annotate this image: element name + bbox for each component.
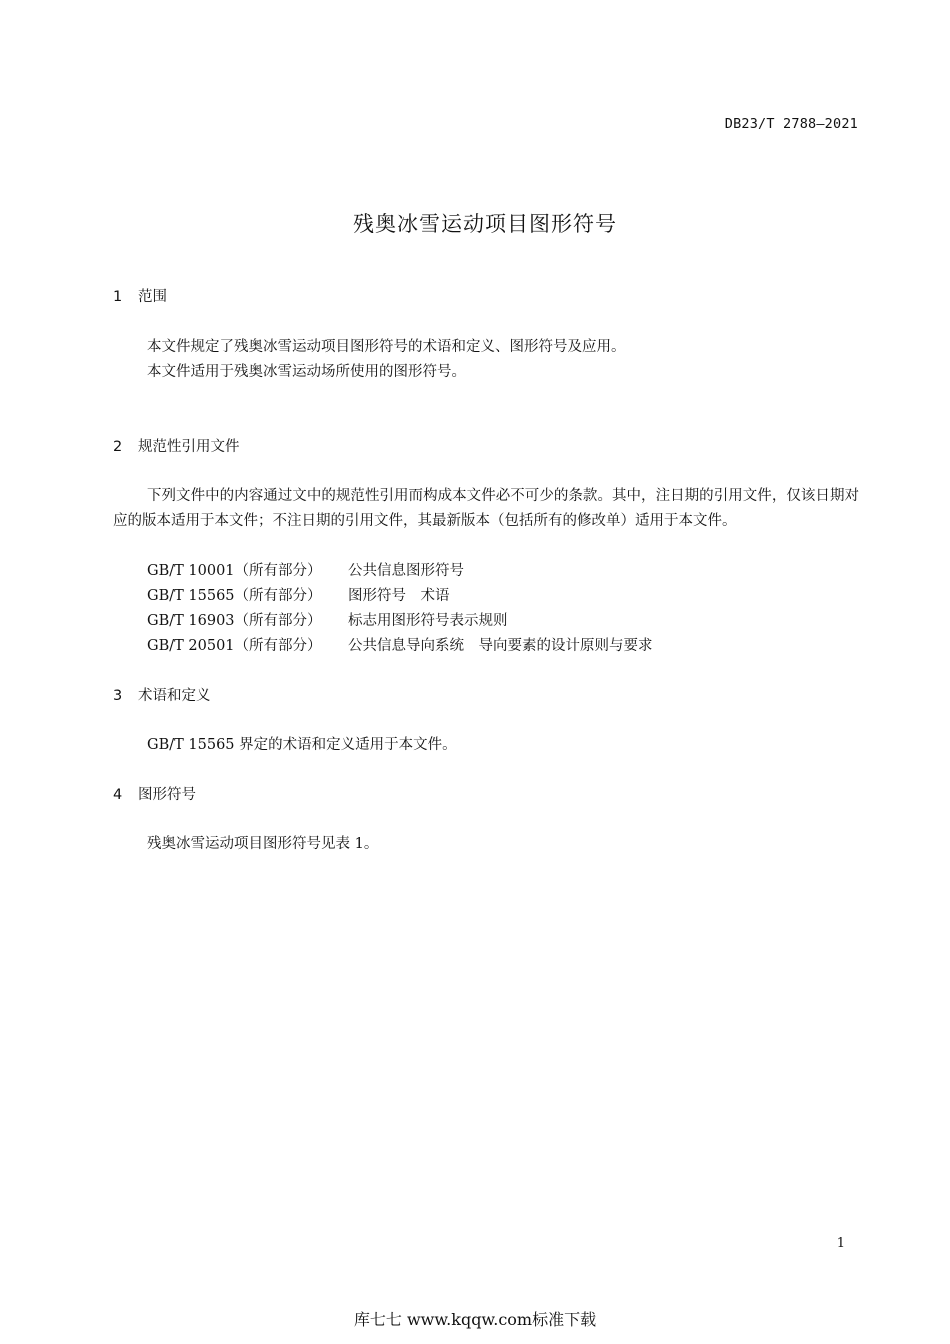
section-title: 图形符号 xyxy=(138,787,196,803)
reference-title: 图形符号 术语 xyxy=(348,588,450,604)
reference-item xyxy=(147,586,450,606)
reference-item xyxy=(147,611,508,631)
reference-item xyxy=(147,636,653,656)
symbols-paragraph: 残奥冰雪运动项目图形符号见表 1。 xyxy=(147,836,379,852)
section-heading-graphical-symbols xyxy=(113,785,196,805)
reference-title: 标志用图形符号表示规则 xyxy=(348,613,508,629)
scope-paragraph-2: 本文件适用于残奥冰雪运动场所使用的图形符号。 xyxy=(147,364,466,380)
document-code: DB23/T 2788—2021 xyxy=(724,116,858,132)
references-intro-paragraph: 下列文件中的内容通过文中的规范性引用而构成本文件必不可少的条款。其中，注日期的引用文件，仅该日期对应的版本适用于本文件；不注日期的引用文件，其最新版本（包括所有的修改单）适用于本文件。 xyxy=(113,488,859,529)
section-heading-terms-definitions xyxy=(113,686,211,706)
section-heading-scope xyxy=(113,287,167,307)
document-title: 残奥冰雪运动项目图形符号 xyxy=(353,212,617,236)
reference-code: GB/T 16903（所有部分） xyxy=(147,613,322,629)
page-number: 1 xyxy=(836,1236,845,1251)
reference-title: 公共信息导向系统 导向要素的设计原则与要求 xyxy=(348,638,653,654)
reference-code: GB/T 15565（所有部分） xyxy=(147,588,322,604)
section-number: 2 xyxy=(113,439,123,455)
download-watermark: 库七七 www.kqqw.com标准下载 xyxy=(353,1310,597,1329)
section-title: 规范性引用文件 xyxy=(138,439,240,455)
terms-paragraph: GB/T 15565 界定的术语和定义适用于本文件。 xyxy=(147,737,457,753)
section-number: 3 xyxy=(113,688,123,704)
section-title: 范围 xyxy=(138,289,167,305)
section-title: 术语和定义 xyxy=(138,688,211,704)
reference-code: GB/T 10001（所有部分） xyxy=(147,563,322,579)
section-number: 1 xyxy=(113,289,123,305)
reference-item xyxy=(147,561,464,581)
scope-paragraph-1: 本文件规定了残奥冰雪运动项目图形符号的术语和定义、图形符号及应用。 xyxy=(147,339,626,355)
section-heading-normative-references xyxy=(113,437,240,457)
section-number: 4 xyxy=(113,787,123,803)
reference-title: 公共信息图形符号 xyxy=(348,563,464,579)
reference-code: GB/T 20501（所有部分） xyxy=(147,638,322,654)
